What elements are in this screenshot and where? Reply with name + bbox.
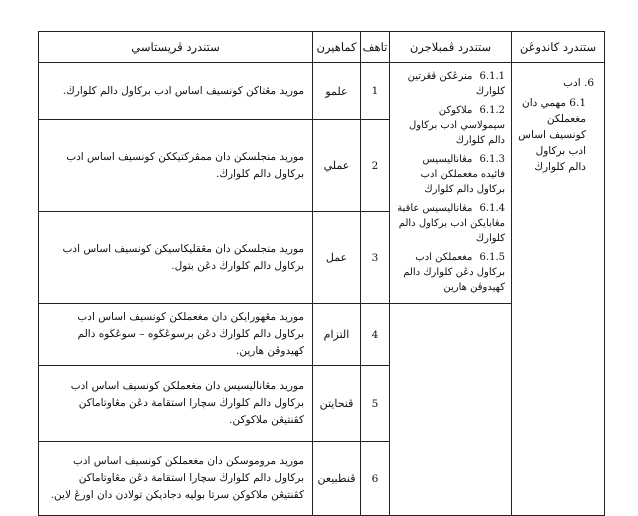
learning-standard-item: [396, 201, 505, 246]
learning-standard-number: 6.1.4: [479, 203, 505, 214]
learning-standard-number: 6.1.3: [479, 154, 505, 165]
standard-kandungan-cell: [512, 63, 605, 516]
table-row: [39, 63, 605, 120]
kemahiran-cell: ڤنطبيعن: [313, 442, 361, 516]
learning-standard-text: ملاكوكن سيمولاسي ادب برکاول دالم كلوارڬ: [409, 105, 505, 146]
prestasi-cell: موريد منجلسكن دان مڠقليكاسيكن كونسيف اساس ادب برکاول دالم كلوارڬ دڠن بتول.: [39, 212, 313, 304]
kemahiran-cell: عملي: [313, 120, 361, 212]
learning-standard-text: مڠاناليسيس عاقبة مڠابايكن ادب برکاول دالم كلوارڬ: [397, 203, 505, 244]
tahap-cell: 3: [361, 212, 390, 304]
prestasi-cell: موريد مڠهورايكن دان مغعملكن كونسيف اساس ادب برکاول دالم كلوارڬ دڠن برسوڠڬوه – سوڠڬوه دالم كهيدوڤن هارين.: [39, 304, 313, 366]
prestasi-cell: موريد منجلسكن دان ممڤركتيككن كونسيف اساس ادب برکاول دالم كلوارڬ.: [39, 120, 313, 212]
standard-kandungan-sub: 6.1 مهمي دان مغعملكن كونسيف اساس ادب برکاول دالم كلوارڬ: [518, 97, 586, 173]
tahap-cell: 5: [361, 366, 390, 442]
kemahiran-cell: التزام: [313, 304, 361, 366]
prestasi-cell: موريد مرومو‌سكن دان مغعملكن كونسيف اساس ادب برکاول دالم كلوارڬ سچارا استقامة دڠن مڠاوتاماكن كڤنتيڠن ملاكوكن سرتا بوليه دجاديكن تولادن دان اورڠ لاين.: [39, 442, 313, 516]
tahap-cell: 1: [361, 63, 390, 120]
learning-standard-number: 6.1.5: [479, 252, 505, 263]
learning-standard-number: 6.1.2: [479, 105, 505, 116]
kemahiran-cell: عمل: [313, 212, 361, 304]
header-standard-prestasi: ستندرد ڤريستاسي: [39, 32, 313, 63]
header-standard-kandungan: ستندرد كاندوڠن: [512, 32, 605, 63]
header-kemahiran: كماهيرن: [313, 32, 361, 63]
prestasi-cell: موريد مڠتاكن كونسيف اساس ادب برکاول دالم كلوارڬ.: [39, 63, 313, 120]
header-row: [39, 32, 605, 63]
performance-standard-table: [38, 31, 605, 516]
kemahiran-cell: ڤنحايتن: [313, 366, 361, 442]
learning-standard-item: [396, 250, 505, 295]
learning-standard-text: مڠاناليسيس فائيده مغعملكن ادب برکاول دالم كلوارڬ: [420, 154, 505, 195]
learning-standard-item: [396, 103, 505, 148]
learning-standard-text: منرڠكن ڤڠرتين كلوارڬ: [407, 71, 505, 97]
learning-standard-number: 6.1.1: [479, 71, 505, 82]
learning-standard-item: [396, 152, 505, 197]
standard-pembelajaran-cell: [390, 63, 512, 304]
tahap-cell: 2: [361, 120, 390, 212]
learning-standard-text: مغعملكن ادب برکاول دڠن كلوارڬ دالم كهيدوڤن هارين: [403, 252, 505, 293]
learning-standard-item: [396, 69, 505, 99]
header-tahap: تاهف: [361, 32, 390, 63]
kemahiran-cell: علمو: [313, 63, 361, 120]
tahap-cell: 6: [361, 442, 390, 516]
tahap-cell: 4: [361, 304, 390, 366]
header-standard-pembelajaran: ستندرد ڤمبلاجرن: [390, 32, 512, 63]
prestasi-cell: موريد مڠاناليسيس دان مغعملكن كونسيف اساس ادب برکاول دالم كلوارڬ سچارا استقامة دڠن مڠاوتاماكن كڤنتيڠن ملاكوكن.: [39, 366, 313, 442]
standard-kandungan-title: 6. ادب: [563, 77, 594, 89]
standard-pembelajaran-empty-cell: [390, 304, 512, 516]
